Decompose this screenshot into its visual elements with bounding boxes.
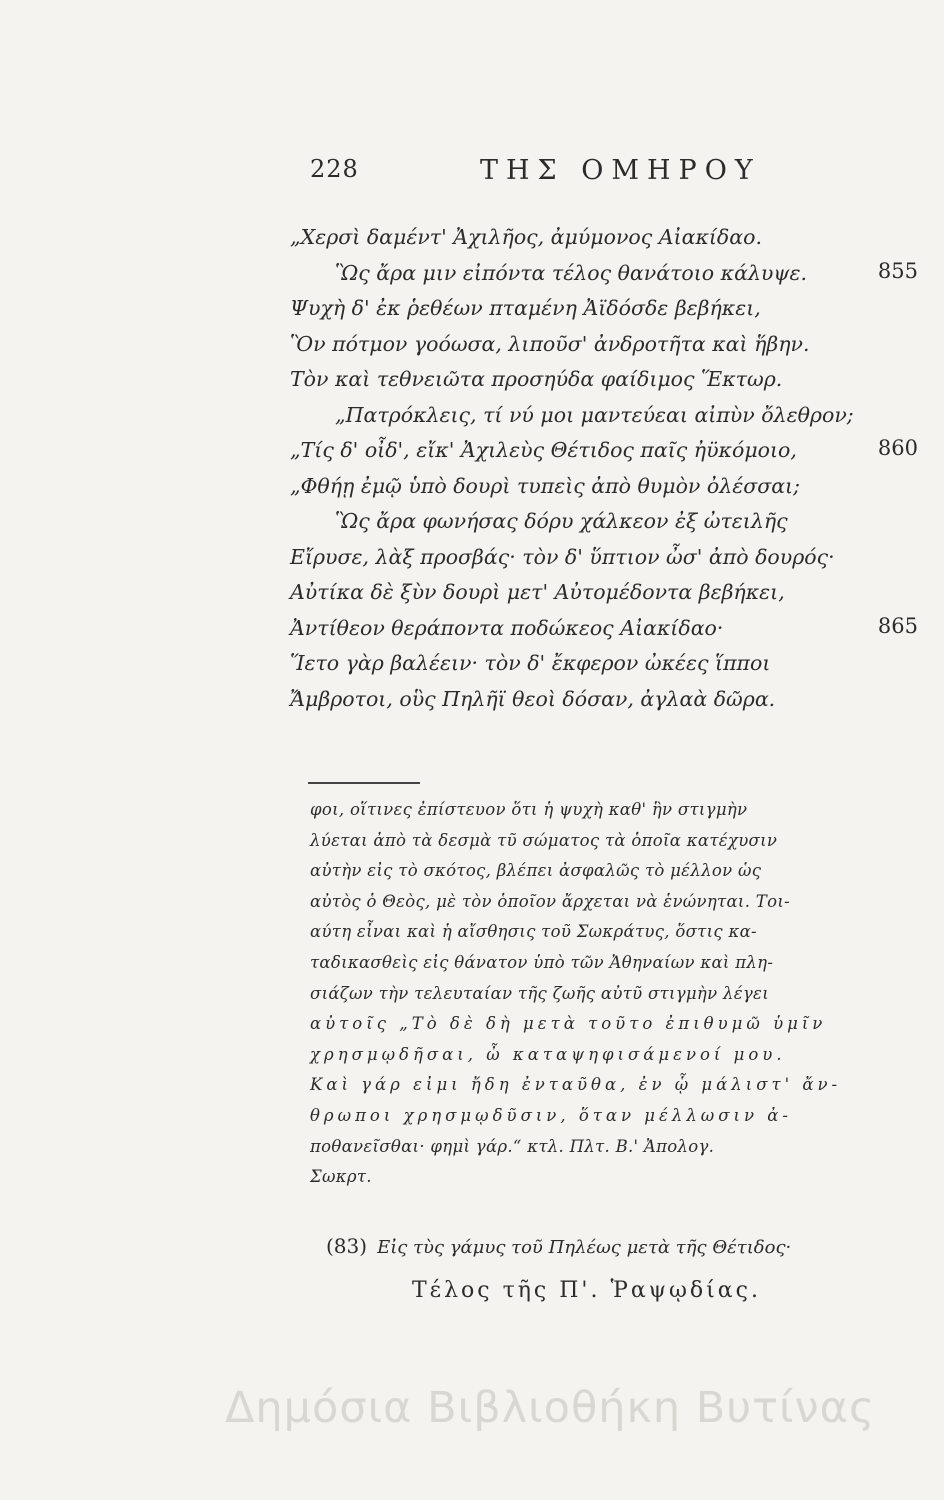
verse-line: Ὣς ἄρα φωνήσας δόρυ χάλκεον ἐξ ὠτειλῆς [335, 509, 788, 533]
footnote-line: φοι, οἵτινες ἐπίστευον ὅτι ἡ ψυχὴ καθ' ἣν στιγμὴν [310, 800, 748, 819]
verse-line: Ἵετο γὰρ βαλέειν· τὸν δ' ἔκφερον ὠκέες ἵπποι [290, 651, 771, 675]
verse-line: Αὐτίκα δὲ ξὺν δουρὶ μετ' Αὐτομέδοντα βεβήκει, [290, 580, 785, 604]
verse-line: „Χερσὶ δαμέντ' Ἀχιλῆος, ἀμύμονος Αἰακίδαο. [290, 225, 762, 249]
footnote-divider [308, 782, 420, 784]
page-header [310, 155, 920, 195]
footnote-line: λύεται ἀπὸ τὰ δεσμὰ τῦ σώματος τὰ ὁποῖα κατέχυσιν [310, 830, 778, 850]
verse-line: Ὃν πότμον γοόωσα, λιποῦσ' ἀνδροτῆτα καὶ ἥβην. [290, 331, 810, 356]
footnote-line: σιάζων τὴν τελευταίαν τῆς ζωῆς αὐτῦ στιγμὴν λέγει [310, 983, 769, 1003]
verse-line: „Φθήῃ ἐμῷ ὑπὸ δουρὶ τυπεὶς ἀπὸ θυμὸν ὀλέσσαι; [290, 473, 800, 498]
verse-line: Τὸν καὶ τεθνειῶτα προσηύδα φαίδιμος Ἕκτωρ. [290, 367, 783, 391]
footnote-line: χρησμῳδῆσαι, ὦ καταψηφισάμενοί μου. [310, 1044, 786, 1064]
footnote-line: ταδικασθεὶς εἰς θάνατον ὑπὸ τῶν Ἀθηναίων καὶ πλη- [310, 952, 774, 972]
verse-line: Ψυχὴ δ' ἐκ ῥεθέων πταμένη Ἀϊδόσδε βεβήκει, [290, 296, 761, 320]
verse-line: Ὣς ἄρα μιν εἰπόντα τέλος θανάτοιο κάλυψε. 855 [335, 258, 918, 285]
footnote-line: αὐτὸς ὁ Θεὸς, μὲ τὸν ὁποῖον ἄρχεται νὰ ἑνώνηται. Τοι- [310, 891, 790, 911]
footnote-line: αὐτὴν εἰς τὸ σκότος, βλέπει ἀσφαλῶς τὸ μέλλον ὡς [310, 861, 762, 881]
verse-line: Εἴρυσε, λὰξ προσβάς· τὸν δ' ὕπτιον ὦσ' ἀπὸ δουρός· [290, 544, 835, 569]
footnote-line: αὐτοῖς „Τὸ δὲ δὴ μετὰ τοῦτο ἐπιθυμῶ ὑμῖν [310, 1014, 827, 1034]
footnote-line: Καὶ γάρ εἰμι ἤδη ἐνταῦθα, ἐν ᾧ μάλιστ' ἄν- [310, 1075, 842, 1095]
footnotes [310, 800, 910, 1198]
line-number: 860 [877, 436, 918, 460]
end-of-rhapsody-title: Τέλος τῆς Π'. Ῥαψῳδίας. [412, 1278, 761, 1303]
page-number: 228 [310, 155, 359, 183]
footnote-83 [326, 1234, 791, 1258]
running-title: ΤΗΣ ΟΜΗΡΟΥ [480, 155, 761, 186]
verse-line: Ἀντίθεον θεράποντα ποδώκεος Αἰακίδαο· 865 [290, 613, 918, 640]
library-watermark: Δημόσια Βιβλιοθήκη Βυτίνας [225, 1383, 876, 1433]
verse-line: „Τίς δ' οἶδ', εἴκ' Ἀχιλεὺς Θέτιδος παῖς ἠϋκόμοιο, 860 [290, 436, 918, 462]
verse-line: Ἄμβροτοι, οὓς Πηλῆϊ θεοὶ δόσαν, ἀγλαὰ δῶρα. [290, 686, 776, 711]
footnote-line: αύτη εἶναι καὶ ἡ αἴσθησις τοῦ Σωκράτυς, ὅστις κα- [310, 922, 757, 942]
footnote-text: Εἰς τὺς γάμυς τοῦ Πηλέως μετὰ τῆς Θέτιδος· [377, 1237, 792, 1258]
line-number: 865 [877, 613, 918, 638]
footnote-line: θρωποι χρησμῳδῦσιν, ὅταν μέλλωσιν ἀ- [310, 1105, 792, 1125]
footnote-number: (83) [326, 1234, 368, 1258]
verse-block [290, 225, 930, 722]
verse-line: „Πατρόκλεις, τί νύ μοι μαντεύεαι αἰπὺν ὄλεθρον; [335, 402, 854, 427]
line-number: 855 [877, 258, 918, 283]
footnote-line: Σωκρτ. [310, 1167, 372, 1187]
footnote-line: ποθανεῖσθαι· φημὶ γάρ.“ κτλ. Πλτ. Β.' Ἀπολογ. [310, 1136, 715, 1156]
